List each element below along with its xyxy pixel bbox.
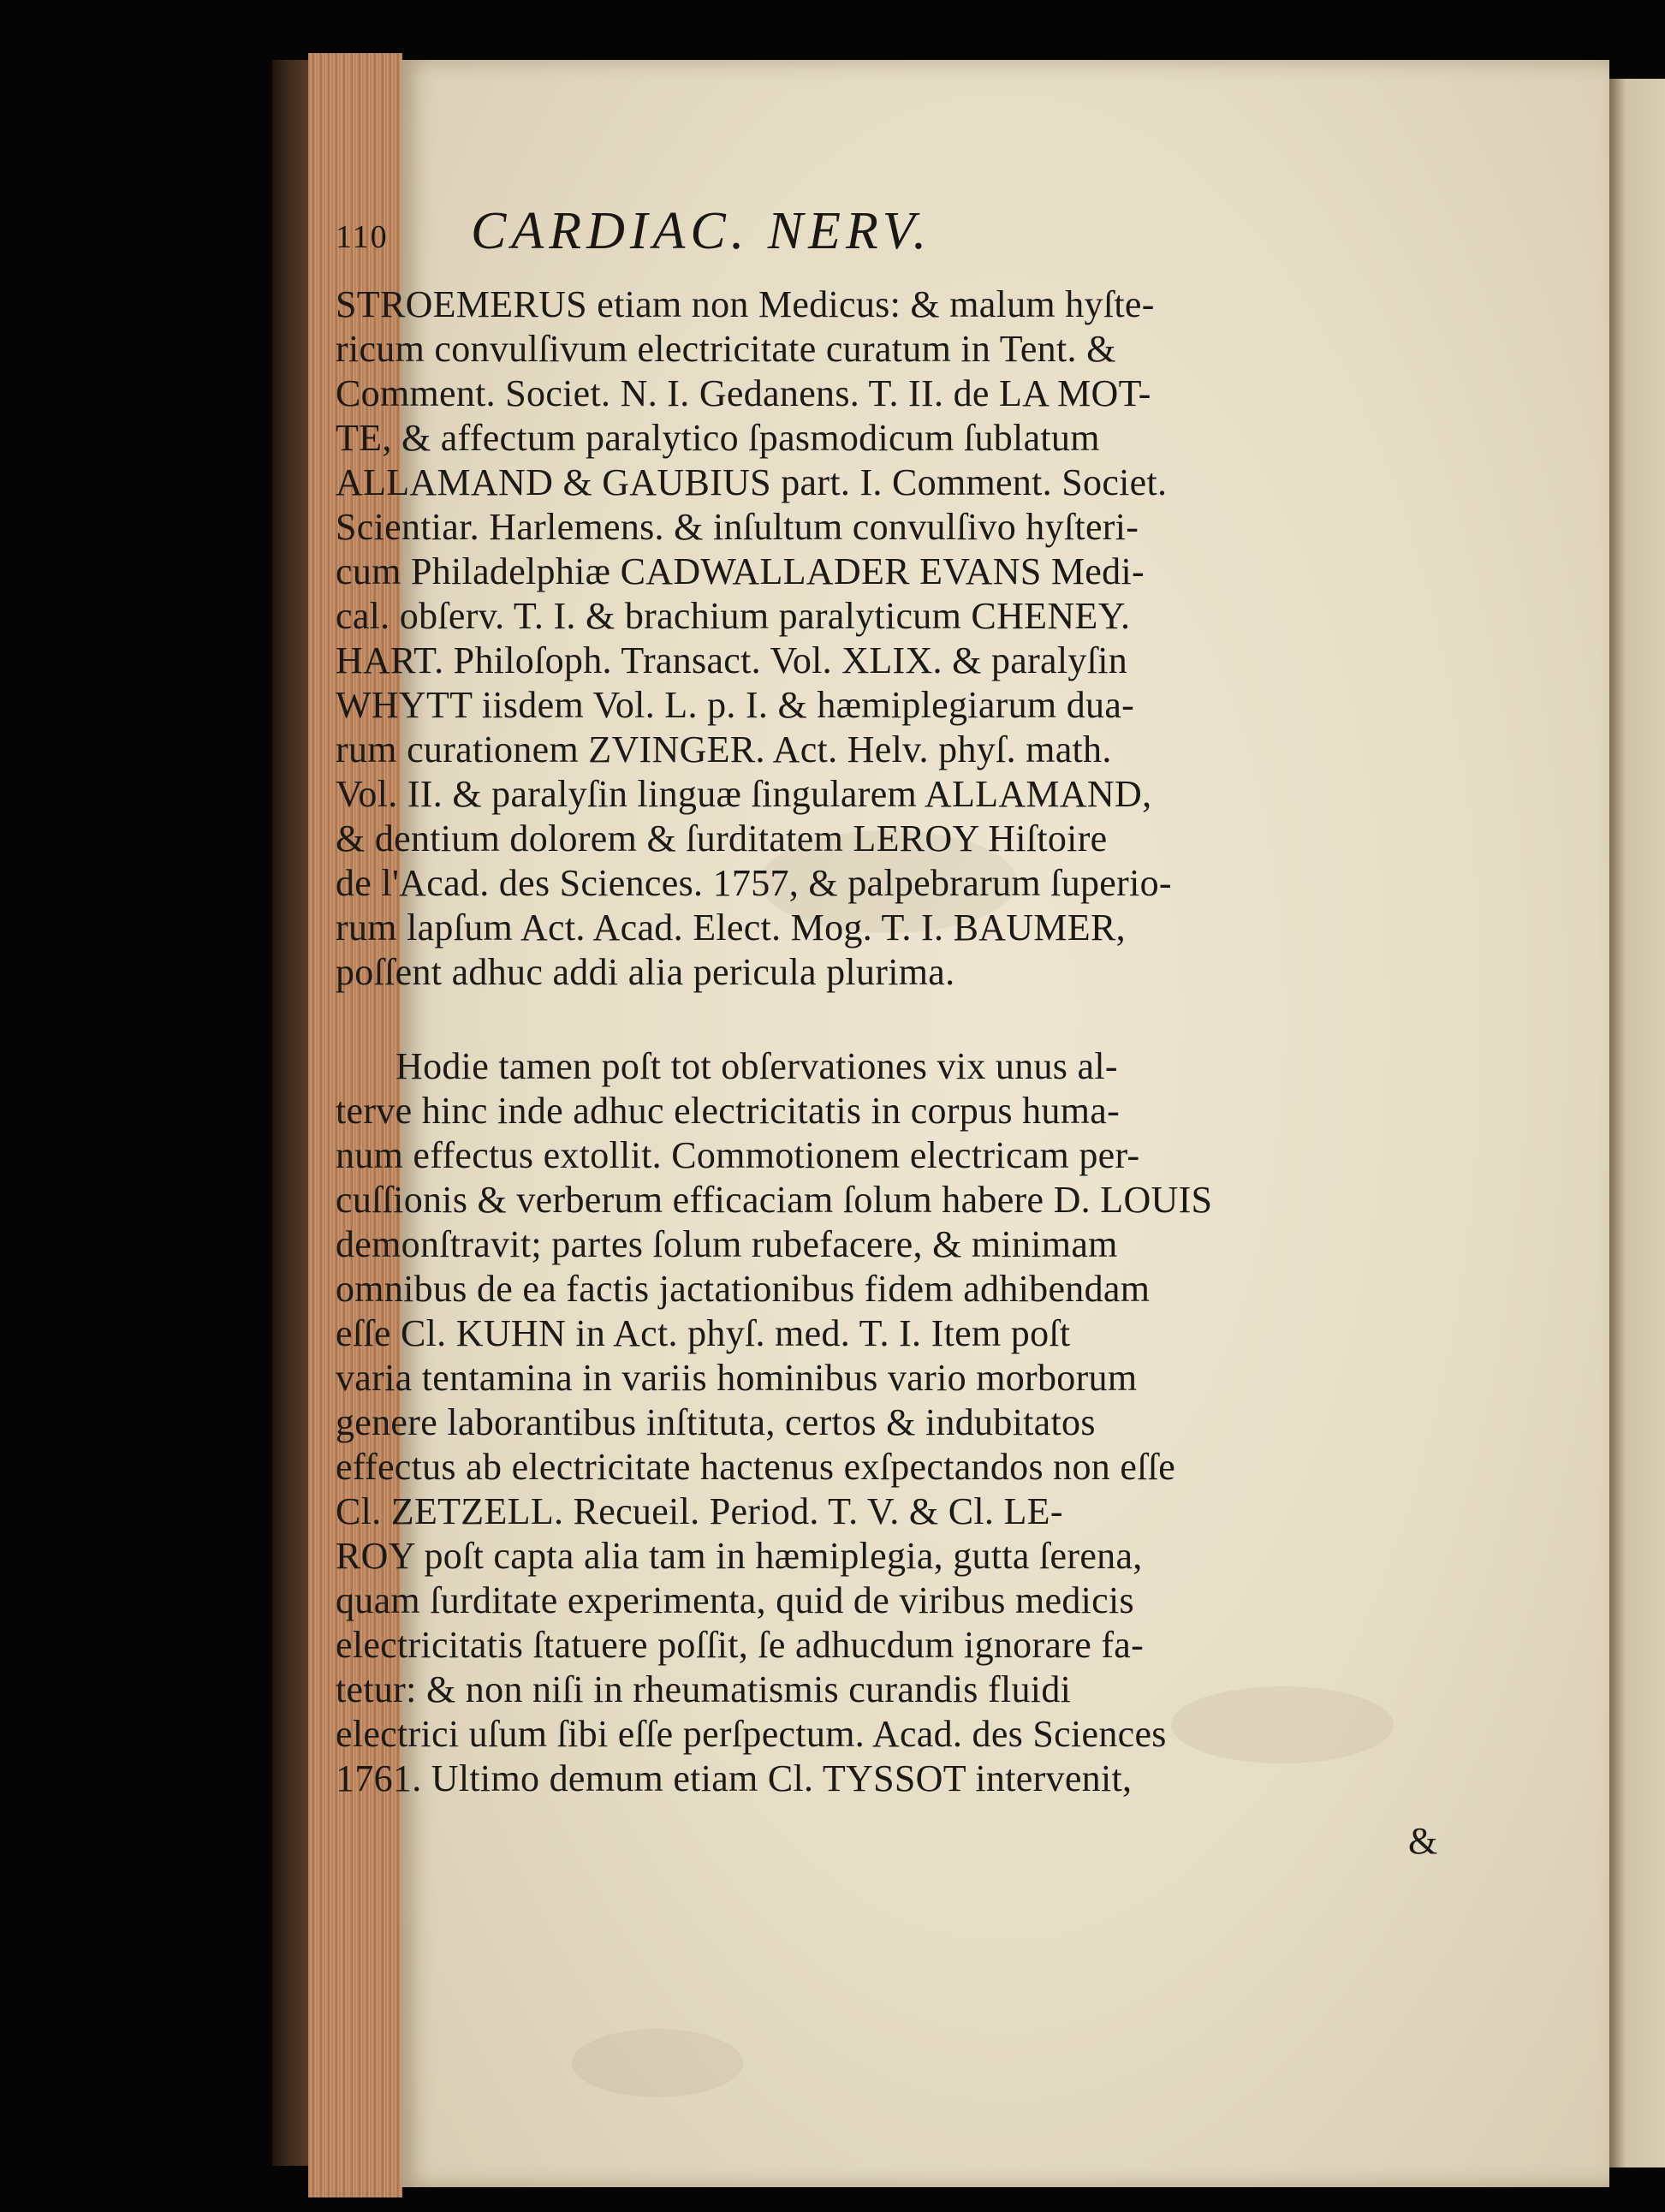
text-line: STROEMERUS etiam non Medicus: & malum hyſte-	[336, 283, 1155, 325]
text-line: poſſent adhuc addi alia pericula plurima.	[336, 951, 955, 993]
text-line: genere laborantibus inſtituta, certos & indubitatos	[336, 1401, 1096, 1443]
text-line: omnibus de ea factis jactationibus fidem adhibendam	[336, 1268, 1151, 1310]
text-line: cuſſionis & verberum efficaciam ſolum habere D. LOUIS	[336, 1179, 1213, 1221]
text-line: WHYTT iisdem Vol. L. p. I. & hæmiplegiarum dua-	[336, 684, 1135, 726]
running-title: CARDIAC. NERV.	[471, 202, 932, 260]
text-line: demonſtravit; partes ſolum rubefacere, & minimam	[336, 1223, 1118, 1265]
text-line: quam ſurditate experimenta, quid de viribus medicis	[336, 1579, 1134, 1621]
text-line: eſſe Cl. KUHN in Act. phyſ. med. T. I. Item poſt	[336, 1312, 1071, 1354]
text-line: HART. Philoſoph. Transact. Vol. XLIX. & paralyſin	[336, 639, 1128, 681]
text-line: Comment. Societ. N. I. Gedanens. T. II. de LA MOT-	[336, 372, 1151, 414]
text-line: ALLAMAND & GAUBIUS part. I. Comment. Societ.	[336, 461, 1168, 503]
text-line: Scientiar. Harlemens. & inſultum convulſivo hyſteri-	[336, 506, 1139, 548]
text-line: electrici uſum ſibi eſſe perſpectum. Acad. des Sciences	[336, 1713, 1167, 1755]
text-line: varia tentamina in variis hominibus vario morborum	[336, 1357, 1138, 1399]
text-line: tetur: & non niſi in rheumatismis curandis fluidi	[336, 1668, 1072, 1710]
running-head	[336, 201, 1320, 261]
text-line: terve hinc inde adhuc electricitatis in corpus huma-	[336, 1090, 1121, 1132]
text-line: ROY poſt capta alia tam in hæmiplegia, gutta ſerena,	[336, 1535, 1143, 1577]
text-line: Cl. ZETZELL. Recueil. Period. T. V. & Cl. LE-	[336, 1490, 1063, 1532]
text-line: & dentium dolorem & ſurditatem LEROY Hiſtoire	[336, 818, 1108, 859]
page-number: 110	[336, 219, 389, 255]
next-page-edge	[1609, 79, 1665, 2167]
text-line: TE, & affectum paralytico ſpasmodicum ſublatum	[336, 417, 1100, 459]
text-line: Vol. II. & paralyſin linguæ ſingularem ALLAMAND,	[336, 773, 1152, 815]
text-line: electricitatis ſtatuere poſſit, ſe adhucdum ignorare fa-	[336, 1624, 1145, 1666]
text-line: Hodie tamen poſt tot obſervationes vix unus al-	[395, 1045, 1118, 1087]
text-line: effectus ab electricitate hactenus exſpectandos non eſſe	[336, 1446, 1176, 1488]
text-line: rum lapſum Act. Acad. Elect. Mog. T. I. BAUMER,	[336, 907, 1126, 948]
text-line: 1761. Ultimo demum etiam Cl. TYSSOT intervenit,	[336, 1757, 1133, 1799]
catchword: &	[1408, 1820, 1438, 1862]
text-line: cal. obſerv. T. I. & brachium paralyticum CHENEY.	[336, 595, 1131, 637]
text-line: de l'Acad. des Sciences. 1757, & palpebrarum ſuperio-	[336, 862, 1172, 904]
text-line: cum Philadelphiæ CADWALLADER EVANS Medi-	[336, 550, 1145, 592]
text-line: num effectus extollit. Commotionem electricam per-	[336, 1134, 1140, 1176]
text-line: ricum convulſivum electricitate curatum in Tent. &	[336, 328, 1116, 370]
text-line: rum curationem ZVINGER. Act. Helv. phyſ. math.	[336, 728, 1112, 770]
